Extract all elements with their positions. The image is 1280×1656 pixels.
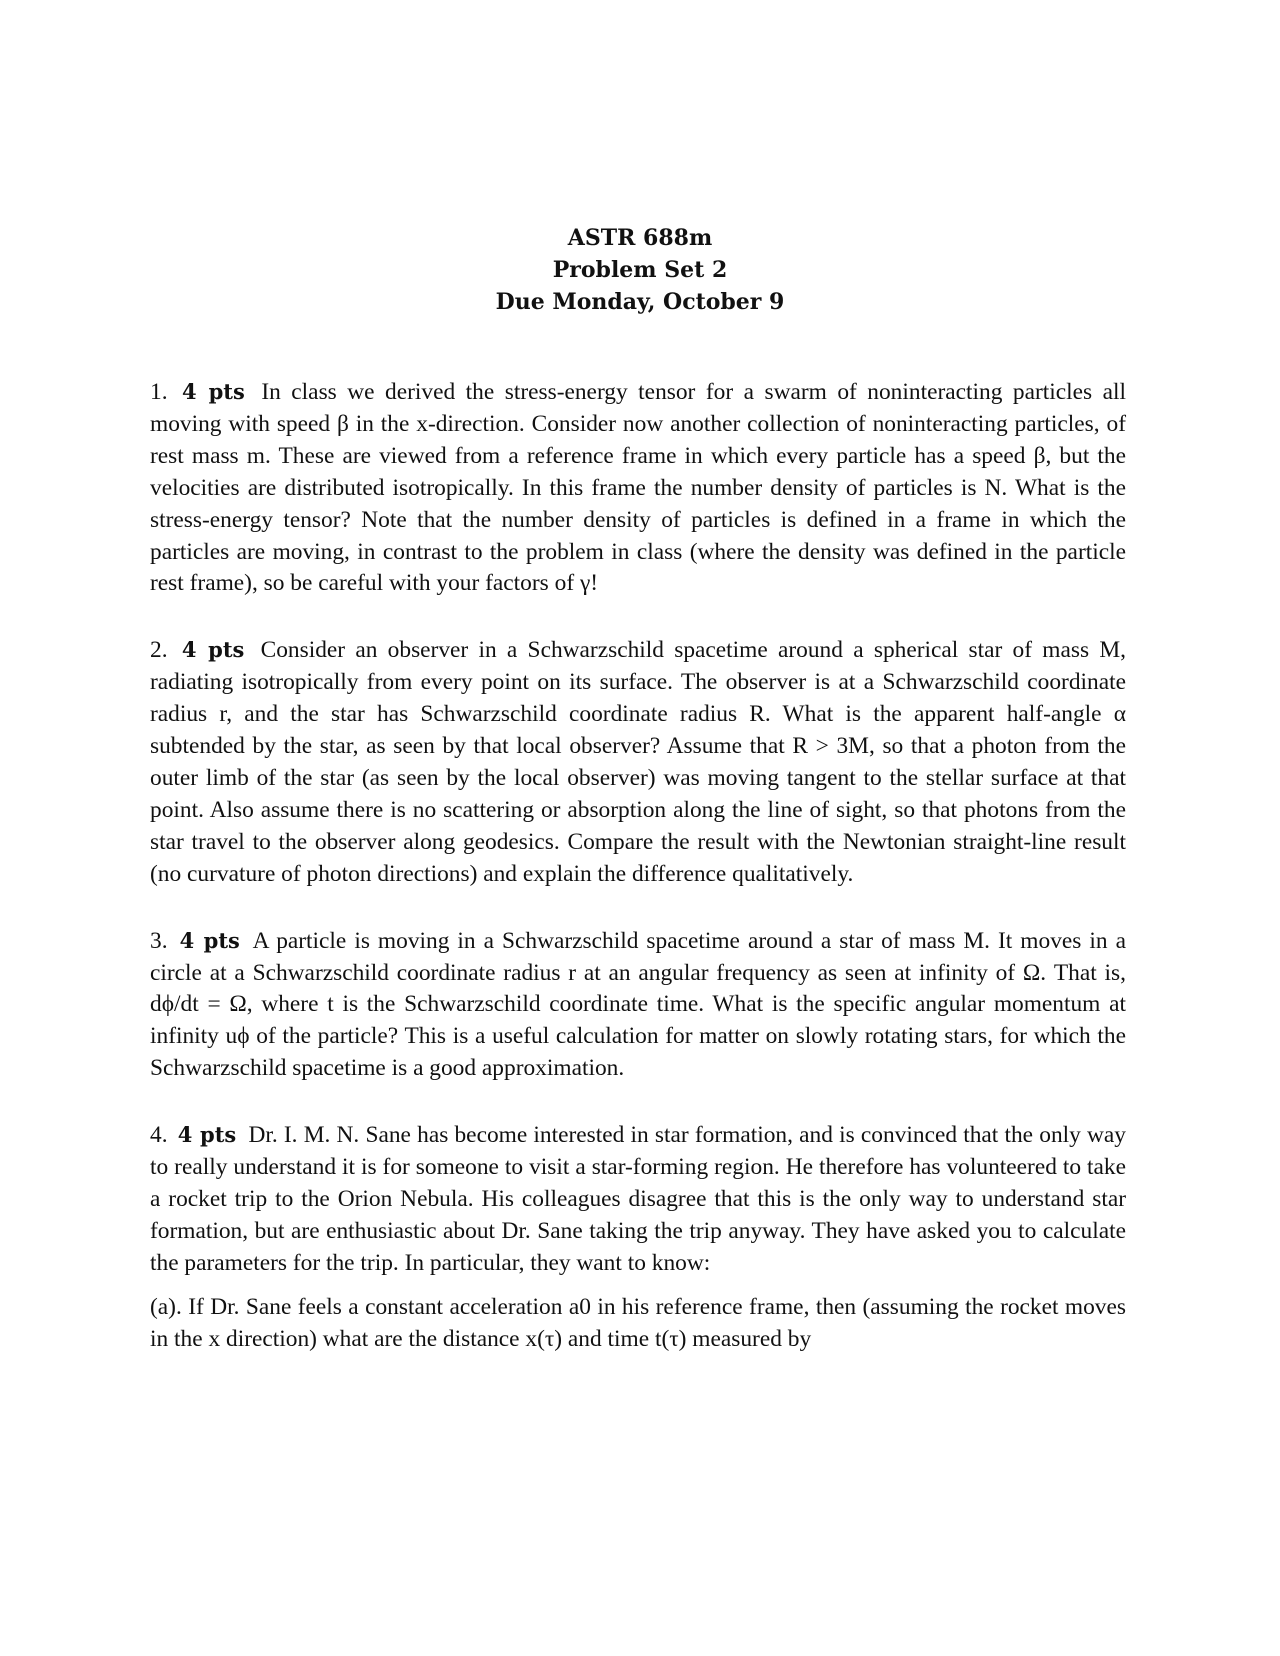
problem-4-part-a: (a). If Dr. Sane feels a constant acceleration a0 in his reference frame, then (assuming the rocket moves in the x direction) what are the distance x(τ) and time t(τ) measured by xyxy=(150,1293,1126,1352)
problem-points: 4 pts xyxy=(182,379,245,404)
assignment-title: Problem Set 2 xyxy=(552,257,728,283)
problem-number: 1. xyxy=(150,379,168,405)
problem-text: Consider an observer in a Schwarzschild spacetime around a spherical star of mass M, radiating isotropically from every point on its surface. The observer is at a Schwarzschild coordinate radius r, and the star has Schwarzschild coordinate radius R. What is the apparent half-angle α subtended by the star, as seen by that local observer? Assume that R > 3M, so that a photon from the outer limb of the star (as seen by the local observer) was moving tangent to the stellar surface at that point. Also assume there is no scattering or absorption along the line of sight, so that photons from the star travel to the observer along geodesics. Compare the result with the Newtonian straight-line result (no curvature of photon directions) and explain the difference qualitatively. xyxy=(150,637,1126,887)
problem-number: 2. xyxy=(150,637,168,664)
problem-number: 3. xyxy=(150,927,168,954)
problem-2-paragraph xyxy=(150,634,1126,890)
problem-1-paragraph xyxy=(150,376,1126,600)
title-block xyxy=(0,222,1280,318)
problem-1 xyxy=(150,376,1126,600)
problem-text: A particle is moving in a Schwarzschild spacetime around a star of mass M. It moves in a circle at a Schwarzschild coordinate radius r at an angular frequency as seen at infinity of Ω. That is, dϕ/dt = Ω, where t is the Schwarzschild coordinate time. What is the specific angular momentum at infinity uϕ of the particle? This is a useful calculation for matter on slowly rotating stars, for which the Schwarzschild spacetime is a good approximation. xyxy=(150,927,1126,1082)
problem-number: 4. xyxy=(150,1122,168,1149)
problem-list xyxy=(150,376,1126,1389)
due-date: Due Monday, October 9 xyxy=(495,289,785,315)
problem-4 xyxy=(150,1119,1126,1355)
course-title: ASTR 688m xyxy=(567,225,713,251)
problem-text: Dr. I. M. N. Sane has become interested in star formation, and is convinced that the only way to really understand it is for someone to visit a star-forming region. He therefore has volunteered to take a rocket trip to the Orion Nebula. His colleagues disagree that this is the only way to understand star formation, but are enthusiastic about Dr. Sane taking the trip anyway. They have asked you to calculate the parameters for the trip. In particular, they want to know: xyxy=(150,1122,1126,1276)
problem-3-paragraph xyxy=(150,925,1126,1086)
problem-points: 4 pts xyxy=(181,637,245,663)
problem-text: In class we derived the stress-energy tensor for a swarm of noninteracting particles all moving with speed β in the x-direction. Consider now another collection of noninteracting particles, of rest mass m. These are viewed from a reference frame in which every particle has a speed β, but the velocities are distributed isotropically. In this frame the number density of particles is N. What is the stress-energy tensor? Note that the number density of particles is defined in a frame in which the particles are moving, in contrast to the problem in class (where the density was defined in the particle rest frame), so be careful with your factors of γ! xyxy=(150,379,1126,597)
problem-points: 4 pts xyxy=(177,1122,237,1148)
problem-2 xyxy=(150,634,1126,890)
problem-4-paragraph xyxy=(150,1119,1126,1280)
problem-3 xyxy=(150,925,1126,1086)
problem-points: 4 pts xyxy=(179,927,240,953)
